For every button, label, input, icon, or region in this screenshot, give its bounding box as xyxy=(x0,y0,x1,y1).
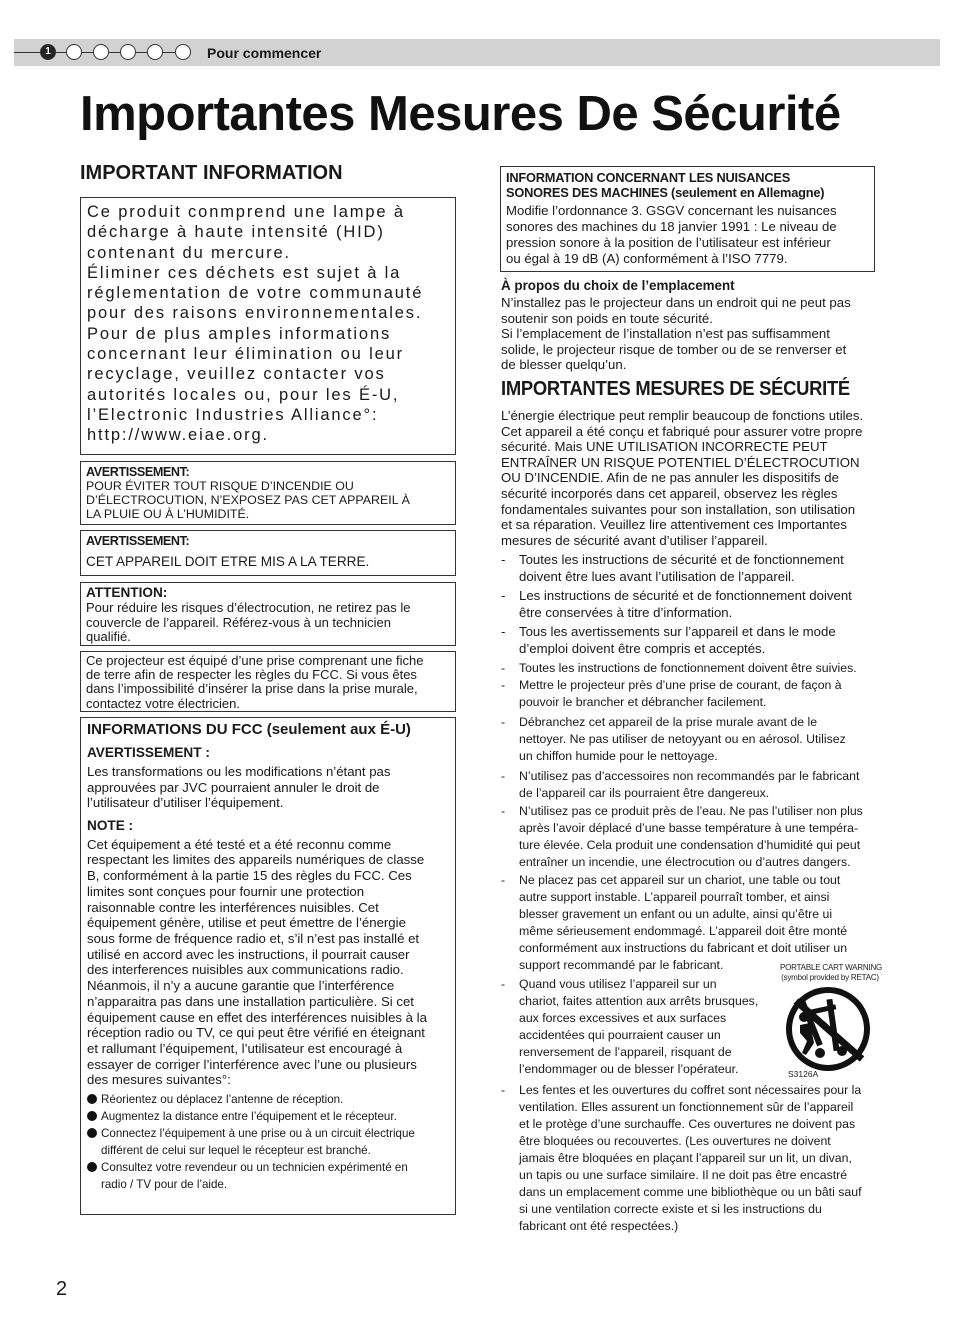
text-line: approuvées par JVC pourraient annuler le droit de xyxy=(87,779,380,795)
text-line: fabricant ont été respectées.) xyxy=(519,1219,679,1233)
text-line: ENTRAÎNER UN RISQUE POTENTIEL D’ÉLECTROCUTION xyxy=(501,454,860,470)
text-line: raisonnable contre les interférences nuisibles. Cet xyxy=(87,899,379,915)
text-line: recyclage, veuillez contacter vos xyxy=(87,365,386,384)
warning-title: AVERTISSEMENT: xyxy=(86,465,190,479)
dash-marker: - xyxy=(501,1083,506,1097)
text-line: contenant du mercure. xyxy=(87,243,291,262)
text-line: Modifie l’ordonnance 3. GSGV concernant les nuisances xyxy=(506,203,837,218)
text-line: Néanmois, il n’y a aucune garantie que l’interférence xyxy=(87,978,395,994)
text-line: réglementation de votre communauté xyxy=(87,284,424,303)
text-line: OU D’INCENDIE. Afin de ne pas annuler les dispositifs de xyxy=(501,470,839,486)
attention-text xyxy=(86,601,455,645)
text-line: des mesures suivantes°: xyxy=(87,1072,231,1088)
text-line: après l’avoir déplacé d’une basse température à une tempéra- xyxy=(519,821,859,835)
text-line: essayer de corriger l’interférence avec l’une ou plusieurs xyxy=(87,1056,417,1072)
text-line: blesser gravement un enfant ou un adulte, ainsi qu’être ui xyxy=(519,907,833,921)
list-item xyxy=(501,623,886,657)
chapter-number: 1 xyxy=(45,46,51,57)
portable-cart-warning-icon xyxy=(780,983,880,1073)
noise-title xyxy=(506,170,874,200)
text-line: pouvoir le brancher et débrancher facilement. xyxy=(519,695,767,709)
text-line: limites sont conçues pour fournir une protection xyxy=(87,883,365,899)
text-line: Toutes les instructions de fonctionnement doivent être suivies. xyxy=(519,661,857,675)
warning-title: AVERTISSEMENT: xyxy=(86,534,190,548)
text-line: entraîner un incendie, une électrocution ou d’autres dangers. xyxy=(519,855,851,869)
dash-marker: - xyxy=(501,977,506,991)
connector xyxy=(163,52,175,53)
text-line: décharge à haute intensité (HID) xyxy=(87,223,385,242)
text-line: Augmentez la distance entre l’équipement et le récepteur. xyxy=(101,1110,397,1124)
list-item xyxy=(501,587,886,621)
text-line: Ce produit conmprend une lampe à xyxy=(87,203,405,221)
text-line: des interferences nuisibles aux communications radio. xyxy=(87,962,404,978)
list-item xyxy=(87,1091,455,1108)
dash-marker: - xyxy=(501,873,506,887)
text-line: dans un emplacement comme une bibliothèque ou un bâti sauf xyxy=(519,1185,862,1199)
text-line: N’installez pas le projecteur dans un endroit qui ne peut pas xyxy=(501,295,851,310)
list-item xyxy=(501,803,886,871)
text-line: Cet appareil a été conçu et fabriqué pour assurer votre propre xyxy=(501,423,863,439)
text-line: ventilation. Elles assurent un fonctionnement sûr de l’appareil xyxy=(519,1100,854,1114)
attention-box xyxy=(80,582,456,646)
text-line: n’apparaitra pas dans une installation particulière. Si cet xyxy=(87,993,414,1009)
portable-cart-warning xyxy=(780,963,883,1088)
mercury-notice-text xyxy=(87,202,455,446)
text-line: radio / TV pour de l’aide. xyxy=(101,1178,228,1192)
chapter-indicator-active xyxy=(40,44,56,60)
text-line: Les transformations ou les modifications n’étant pas xyxy=(87,764,391,779)
dash-marker: - xyxy=(501,769,506,783)
text-line: aux forces excessives et aux surfaces xyxy=(519,1011,727,1025)
text-line: Si l’emplacement de l’installation n’est pas suffisamment xyxy=(501,326,830,342)
dash-marker: - xyxy=(501,678,506,692)
bullet-icon xyxy=(87,1128,97,1138)
text-line: POUR ÉVITER TOUT RISQUE D’INCENDIE OU xyxy=(86,479,354,493)
text-line: l’Electronic Industries Alliance°: xyxy=(87,405,379,424)
list-item xyxy=(87,1108,455,1125)
noise-information-box xyxy=(500,166,875,272)
bullet-icon xyxy=(87,1162,97,1172)
dash-marker: - xyxy=(501,552,506,567)
text-line: soutenir son poids en toute sécurité. xyxy=(501,310,713,326)
text-line: l’endommager ou de blesser l’opérateur. xyxy=(519,1062,739,1076)
text-line: Les fentes et les ouvertures du coffret sont nécessaires pour la xyxy=(519,1083,862,1097)
text-line: d’emploi doivent être compris et acceptés. xyxy=(519,641,766,656)
list-item xyxy=(87,1125,455,1159)
warning-text: CET APPAREIL DOIT ETRE MIS A LA TERRE. xyxy=(86,554,370,569)
text-line: (symbol provided by RETAC) xyxy=(781,973,879,982)
text-line: différent de celui sur lequel le récepteur est branché. xyxy=(101,1144,371,1158)
text-line: jamais être bloquées en plaçant l’appareil sur un lit, un divan, xyxy=(519,1151,852,1165)
text-line: utilisé en accord avec les instructions, il pourrait causer xyxy=(87,946,410,962)
list-item xyxy=(501,872,886,974)
fcc-warning-title: AVERTISSEMENT : xyxy=(87,745,210,760)
text-line: autre support instable. L’appareil pourraît tomber, et ainsi xyxy=(519,890,830,904)
fcc-note-title: NOTE : xyxy=(87,817,134,833)
fcc-title: INFORMATIONS DU FCC (seulement aux É-U) xyxy=(87,721,411,738)
text-line: couvercle de l’appareil. Référez-vous à un technicien xyxy=(86,614,391,630)
text-line: pression sonore à la position de l’utilisateur est inférieur xyxy=(506,234,831,250)
text-line: réception radio ou TV, ce qui peut être vérifié en éteignant xyxy=(87,1025,425,1041)
chapter-indicator xyxy=(66,44,82,60)
list-item xyxy=(501,551,886,585)
chapter-indicator xyxy=(175,44,191,60)
text-line: Débranchez cet appareil de la prise murale avant de le xyxy=(519,715,818,729)
text-line: SONORES DES MACHINES (seulement en Allemagne) xyxy=(506,185,825,200)
warning-box-fire xyxy=(80,461,456,525)
location-title: À propos du choix de l’emplacement xyxy=(501,278,735,293)
text-line: Ce projecteur est équipé d’une prise comprenant une fiche xyxy=(86,653,424,668)
text-line: équipement génère, utilise et peut émettre de l’énergie xyxy=(87,915,406,931)
connector xyxy=(136,52,147,53)
text-line: autorités locales ou, pour les É-U, xyxy=(87,385,400,404)
text-line: solide, le projecteur risque de tomber ou de se renverser et xyxy=(501,341,847,357)
text-line: mesures de sécurité avant d’utiliser l’appareil. xyxy=(501,532,768,548)
chapter-indicator xyxy=(147,44,163,60)
fcc-information-box xyxy=(80,717,456,1215)
text-line: dans l’impossibilité d’insérer la prise dans la prise murale, xyxy=(86,681,418,697)
fcc-measures-list xyxy=(87,1091,455,1193)
text-line: sous forme de fréquence radio et, s’il n’est pas installé et xyxy=(87,931,420,946)
text-line: sécurité. Mais UNE UTILISATION INCORRECTE PEUT xyxy=(501,439,828,455)
warning-text xyxy=(86,479,455,521)
chapter-indicator xyxy=(120,44,136,60)
text-line: concernant leur élimination ou leur xyxy=(87,345,404,364)
safety-intro-text xyxy=(501,408,891,548)
text-line: chariot, faites attention aux arrêts brusques, xyxy=(519,994,759,1008)
page-number: 2 xyxy=(56,1278,68,1300)
text-line: support recommandé par le fabricant. xyxy=(519,958,724,972)
text-line: sécurité incorporés dans cet appareil, observez les règles xyxy=(501,485,838,501)
text-line: Consultez votre revendeur ou un technicien expérimenté en xyxy=(101,1161,408,1175)
location-text xyxy=(501,295,886,373)
text-line: PORTABLE CART WARNING xyxy=(780,963,883,972)
list-item xyxy=(501,660,886,677)
noise-text xyxy=(506,203,874,267)
page-title: Importantes Mesures De Sécurité xyxy=(80,87,841,141)
text-line: un chiffon humide pour le nettoyage. xyxy=(519,749,718,763)
text-line: Cet équipement a été testé et a été reconnu comme xyxy=(87,836,392,852)
text-line: conformément aux instructions du fabricant et doit utiliser un xyxy=(519,941,848,955)
fcc-note-text xyxy=(87,837,455,1088)
text-line: http://www.eiae.org. xyxy=(87,426,269,445)
dash-marker: - xyxy=(501,588,506,603)
mercury-notice-box xyxy=(80,197,456,455)
text-line: sonores des machines du 18 janvier 1991 : Le niveau de xyxy=(506,218,837,234)
text-line: renversement de l’appareil, risquant de xyxy=(519,1045,732,1059)
connector xyxy=(56,52,66,53)
section-title: Pour commencer xyxy=(207,45,322,61)
text-line: qualifié. xyxy=(86,629,131,644)
dash-marker: - xyxy=(501,624,506,639)
text-line: ture élevée. Cela produit une condensation d’humidité qui peut xyxy=(519,838,861,852)
connector xyxy=(109,52,120,53)
attention-title: ATTENTION: xyxy=(86,585,168,600)
text-line: être bloquées ou recouvertes. (Les ouvertures ne doivent xyxy=(519,1134,831,1148)
text-line: Pour réduire les risques d’électrocution, ne retirez pas le xyxy=(86,600,411,615)
text-line: Éliminer ces déchets est sujet à la xyxy=(87,263,402,282)
safety-heading: IMPORTANTES MESURES DE SÉCURITÉ xyxy=(501,378,850,400)
cart-warning-label xyxy=(780,963,883,983)
text-line: nettoyer. Ne pas utiliser de netoyyant ou en aérosol. Utilisez xyxy=(519,732,846,746)
text-line: B, conformément à la partie 15 des règles du FCC. Ces xyxy=(87,868,412,884)
cart-code: S3126A xyxy=(788,1069,819,1079)
text-line: respectant les limites des appareils numériques de classe xyxy=(87,852,425,868)
dash-marker: - xyxy=(501,661,506,675)
list-item xyxy=(501,677,886,711)
text-line: même sérieusement endommagé. L’appareil doit être monté xyxy=(519,924,848,938)
text-line: ou égal à 19 dB (A) conformément à l’ISO 7779. xyxy=(506,250,788,266)
text-line: Mettre le projecteur près d’une prise de courant, de façon à xyxy=(519,678,842,692)
text-line: équipement cause en effet des interférences nuisibles à la xyxy=(87,1009,427,1025)
text-line: de l’appareil car ils pourraient être dangereux. xyxy=(519,786,770,800)
text-line: Toutes les instructions de sécurité et de fonctionnement xyxy=(519,552,844,567)
text-line: un tapis ou une surface similaire. Il ne doit pas être encastré xyxy=(519,1168,848,1182)
text-line: et rallumant l’équipement, l’utilisateur est encouragé à xyxy=(87,1040,403,1056)
chapter-indicator xyxy=(93,44,109,60)
text-line: être conservées à titre d’information. xyxy=(519,605,733,620)
text-line: de blesser quelqu’un. xyxy=(501,357,627,373)
text-line: Tous les avertissements sur l’appareil et dans le mode xyxy=(519,624,836,639)
text-line: doivent être lues avant l’utilisation de l’appareil. xyxy=(519,569,795,584)
text-line: L’énergie électrique peut remplir beaucoup de fonctions utiles. xyxy=(501,408,864,423)
list-item xyxy=(501,1082,886,1235)
bullet-icon xyxy=(87,1094,97,1104)
text-line: pour des raisons environnementales. xyxy=(87,304,423,323)
dash-marker: - xyxy=(501,715,506,729)
text-line: l’utilisateur d’utiliser l’équipement. xyxy=(87,795,284,811)
text-line: Réorientez ou déplacez l’antenne de réception. xyxy=(101,1093,344,1107)
text-line: D’ÉLECTROCUTION, N’EXPOSEZ PAS CET APPAREIL À xyxy=(86,493,410,507)
list-item xyxy=(87,1159,455,1193)
warning-box-ground xyxy=(80,530,456,576)
dash-marker: - xyxy=(501,804,506,818)
bullet-icon xyxy=(87,1111,97,1121)
text-line: N’utilisez pas ce produit près de l’eau. Ne pas l’utiliser non plus xyxy=(519,804,863,818)
text-line: accidentées qui pourraient causer un xyxy=(519,1028,721,1042)
text-line: N’utilisez pas d’accessoires non recommandés par le fabricant xyxy=(519,769,860,783)
text-line: si une ventilation correcte existe et si les instructions du xyxy=(519,1202,822,1216)
plug-text xyxy=(86,654,455,711)
text-line: Ne placez pas cet appareil sur un chariot, une table ou tout xyxy=(519,873,841,887)
important-information-heading: IMPORTANT INFORMATION xyxy=(80,162,343,184)
text-line: fondamentales suivantes pour son installation, son utilisation xyxy=(501,501,856,517)
fcc-warning-text xyxy=(87,764,455,811)
text-line: de terre afin de respecter les règles du FCC. Si vous êtes xyxy=(86,667,417,683)
connector xyxy=(82,52,93,53)
text-line: Quand vous utilisez l’appareil sur un xyxy=(519,977,717,991)
text-line: contactez votre électricien. xyxy=(86,695,240,711)
text-line: INFORMATION CONCERNANT LES NUISANCES xyxy=(506,170,791,185)
list-item xyxy=(501,714,886,765)
text-line: Connectez l’équipement à une prise ou à un circuit électrique xyxy=(101,1127,415,1141)
text-line: et sa réparation. Veuillez lire attentivement ces Importantes xyxy=(501,517,847,533)
fcc-plug-box xyxy=(80,651,456,712)
list-item xyxy=(501,768,886,802)
text-line: Les instructions de sécurité et de fonctionnement doivent xyxy=(519,588,852,603)
text-line: et le protège d’une surchauffe. Ces ouvertures ne doivent pas xyxy=(519,1117,856,1131)
text-line: Pour de plus amples informations xyxy=(87,324,392,343)
text-line: LA PLUIE OU À L’HUMIDITÉ. xyxy=(86,507,250,521)
